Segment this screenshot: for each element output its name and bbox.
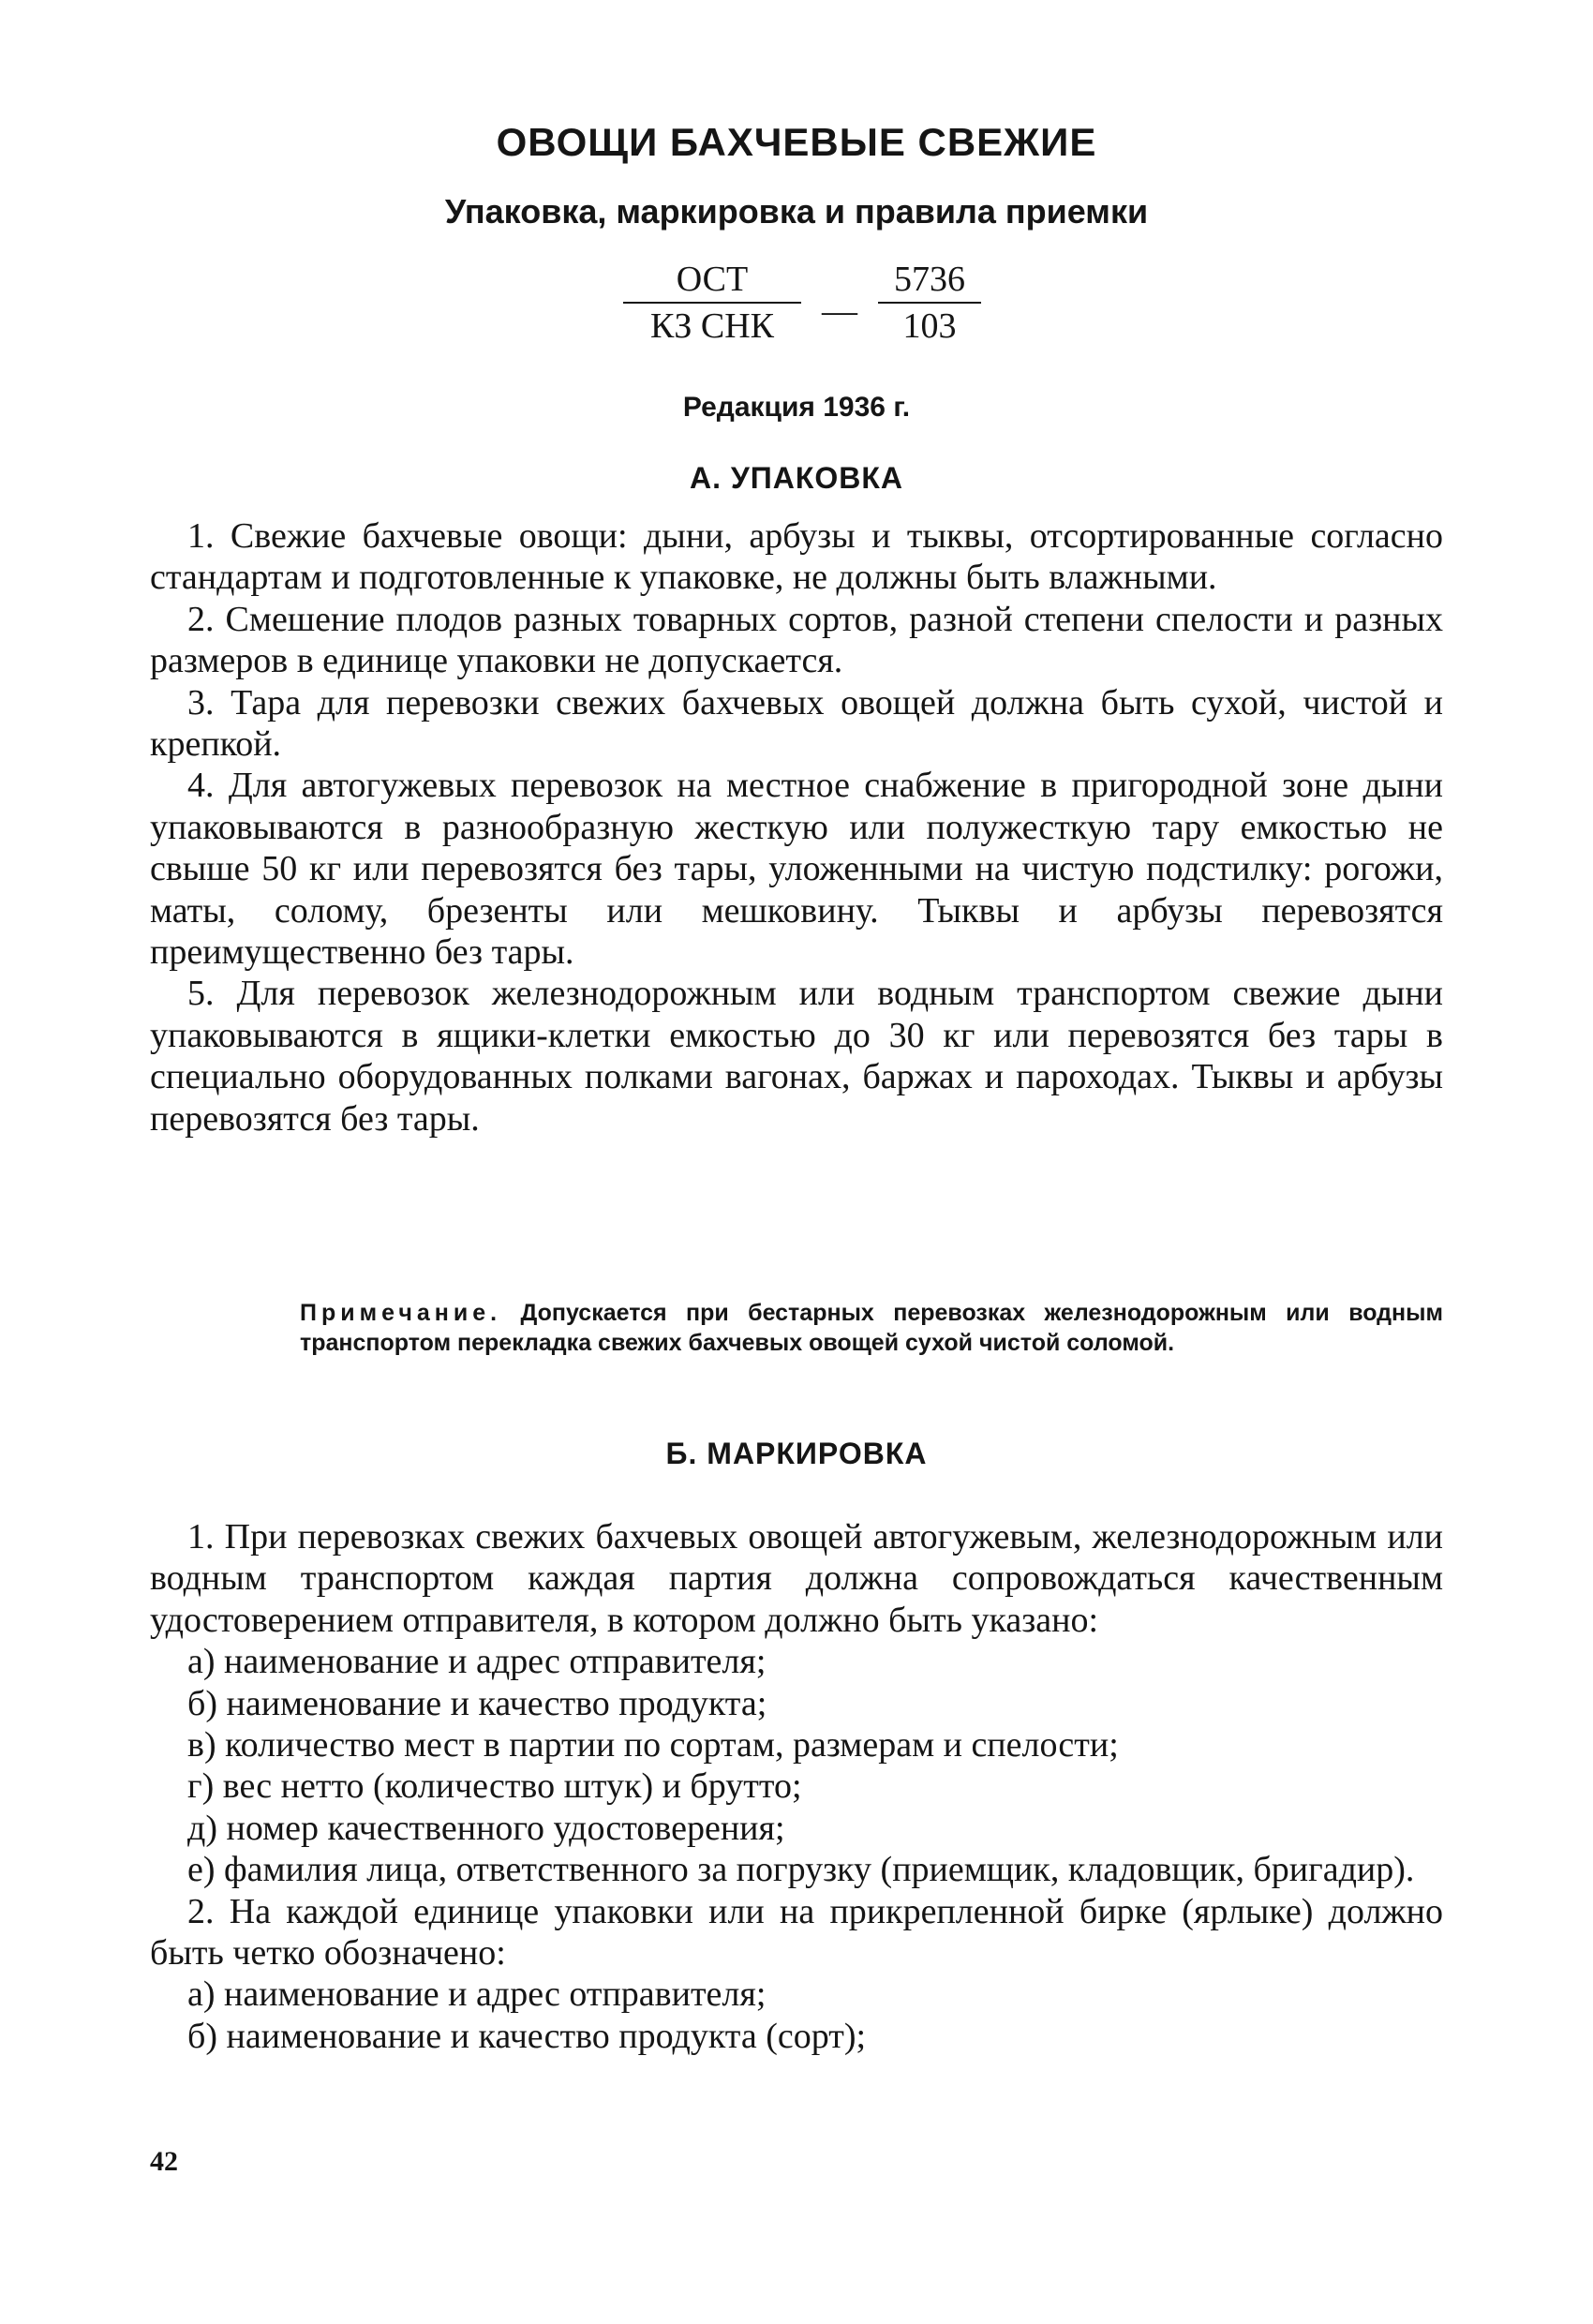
packaging-paragraph-5: 5. Для перевозок железнодорожным или водным транспортом свежие дыни упаковываются в ящики-клетки емкостью до 30 кг или перевозятся без тары в специально оборудованных полками вагонах, баржах и пароходах. Тыквы и арбузы перевозятся без тары. — [150, 974, 1443, 1139]
marking-item-e: е) фамилия лица, ответственного за погрузку (приемщик, кладовщик, бригадир). — [187, 1850, 1415, 1890]
packaging-paragraph-4: 4. Для автогужевых перевозок на местное снабжение в пригородной зоне дыни упаковываются в разнообразную жесткую или полужесткую тару емкостью не свыше 50 кг или перевозятся без тары, уложенными на чистую подстилку: рогожи, маты, солому, брезенты или мешковину. Тыквы и арбузы перевозятся преимущественно без тары. — [150, 766, 1443, 973]
marking-item-2b: б) наименование и качество продукта (сорт); — [187, 2016, 867, 2056]
note-text: Допускается при бестарных перевозках железнодорожным или водным транспортом перекладка свежих бахчевых овощей сухой чистой соломой. — [300, 1300, 1443, 1356]
standard-right-denominator: 103 — [902, 306, 957, 346]
marking-item-v: в) количество мест в партии по сортам, размерам и спелости; — [187, 1725, 1119, 1765]
section-marking-body — [150, 1516, 1443, 2057]
edition-line: Редакция 1936 г. — [682, 392, 911, 423]
document-page — [150, 0, 1443, 2324]
section-heading-packaging: А. УПАКОВКА — [689, 461, 904, 495]
section-heading-marking: Б. МАРКИРОВКА — [665, 1437, 928, 1470]
marking-item-g: г) вес нетто (количество штук) и брутто; — [187, 1766, 802, 1807]
packaging-paragraph-3: 3. Тара для перевозки свежих бахчевых овощей должна быть сухой, чистой и крепкой. — [150, 682, 1443, 765]
document-subtitle: Упаковка, маркировка и правила приемки — [444, 192, 1149, 231]
standard-right-numerator: 5736 — [878, 259, 981, 304]
packaging-paragraph-1: 1. Свежие бахчевые овощи: дыни, арбузы и тыквы, отсортированные согласно стандартам и подготовленные к упаковке, не должны быть влажными. — [150, 516, 1443, 598]
standard-dash: — — [822, 291, 857, 331]
marking-item-a: а) наименование и адрес отправителя; — [187, 1642, 767, 1682]
standard-left-numerator: ОСТ — [623, 259, 801, 304]
note-label: Примечание. — [300, 1300, 502, 1326]
marking-paragraph-1: 1. При перевозках свежих бахчевых овощей автогужевым, железнодорожным или водным транспортом каждая партия должна сопровождаться качественным удостоверением отправителя, в котором должно быть указано: — [150, 1517, 1443, 1640]
document-title: ОВОЩИ БАХЧЕВЫЕ СВЕЖИЕ — [496, 120, 1097, 164]
page-number: 42 — [150, 2146, 178, 2177]
marking-item-2a: а) наименование и адрес отправителя; — [187, 1974, 767, 2015]
marking-paragraph-2: 2. На каждой единице упаковки или на прикрепленной бирке (ярлыке) должно быть четко обозначено: — [150, 1891, 1443, 1974]
standard-fraction-left — [623, 259, 801, 347]
packaging-note — [300, 1298, 1443, 1358]
packaging-paragraph-2: 2. Смешение плодов разных товарных сортов, разной степени спелости и разных размеров в единице упаковки не допускается. — [150, 599, 1443, 681]
section-packaging-body — [150, 515, 1443, 1140]
standard-left-denominator: КЗ СНК — [649, 306, 775, 346]
marking-item-b: б) наименование и качество продукта; — [187, 1683, 767, 1723]
standard-fraction-right — [878, 259, 981, 347]
standard-designation — [623, 259, 1017, 362]
marking-item-d: д) номер качественного удостоверения; — [187, 1808, 785, 1848]
